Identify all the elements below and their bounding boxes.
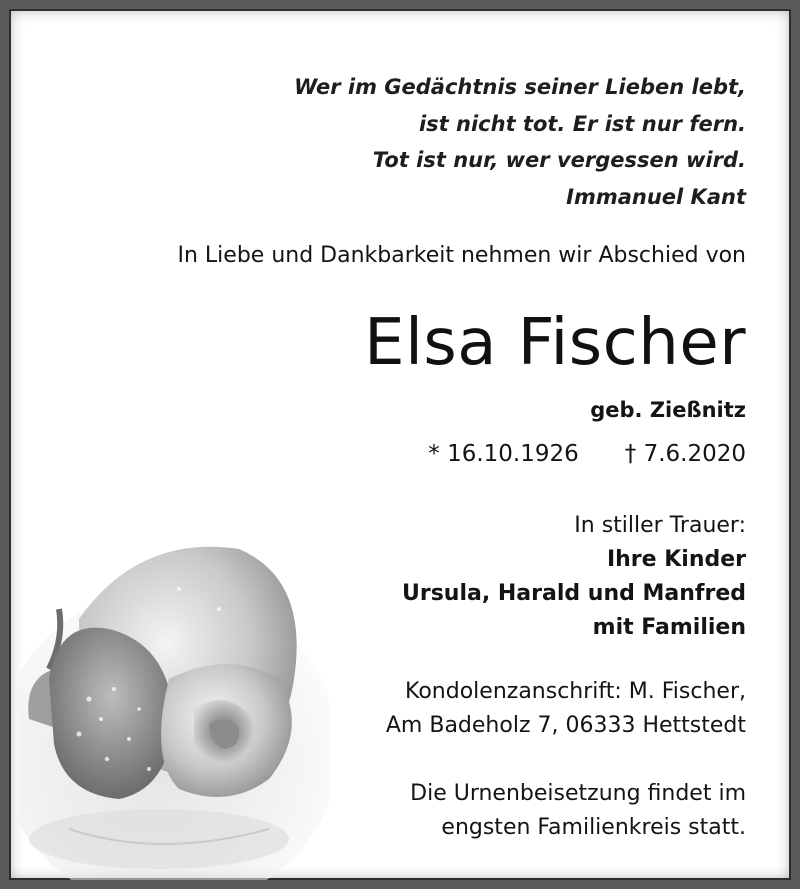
address-line: Kondolenzanschrift: M. Fischer, — [405, 679, 746, 704]
mourners-heading: In stiller Trauer: — [574, 513, 746, 538]
death-date: † 7.6.2020 — [624, 441, 746, 467]
quote — [294, 69, 746, 215]
burial-line: engsten Familienkreis statt. — [441, 815, 746, 840]
quote-line: Wer im Gedächtnis seiner Lieben lebt, — [294, 75, 746, 99]
birth-name: geb. Zießnitz — [590, 398, 746, 422]
quote-author: Immanuel Kant — [566, 184, 746, 209]
burial-line: Die Urnenbeisetzung findet im — [410, 781, 746, 806]
birth-date: * 16.10.1926 — [428, 441, 579, 467]
condolence-address — [386, 675, 746, 743]
mourners-line: mit Familien — [592, 615, 746, 640]
burial-note — [410, 777, 746, 845]
quote-line: Tot ist nur, wer vergessen wird. — [372, 148, 746, 172]
deceased-name: Elsa Fischer — [364, 306, 746, 380]
mourners-line: Ihre Kinder — [606, 547, 746, 572]
life-dates — [428, 437, 746, 471]
rose-image — [19, 529, 329, 884]
mourners — [402, 509, 746, 645]
quote-line: ist nicht tot. Er ist nur fern. — [418, 111, 746, 136]
intro-text: In Liebe und Dankbarkeit nehmen wir Abschied von — [177, 243, 746, 268]
address-line: Am Badeholz 7, 06333 Hettstedt — [385, 713, 746, 738]
mourners-line: Ursula, Harald und Manfred — [402, 581, 746, 606]
